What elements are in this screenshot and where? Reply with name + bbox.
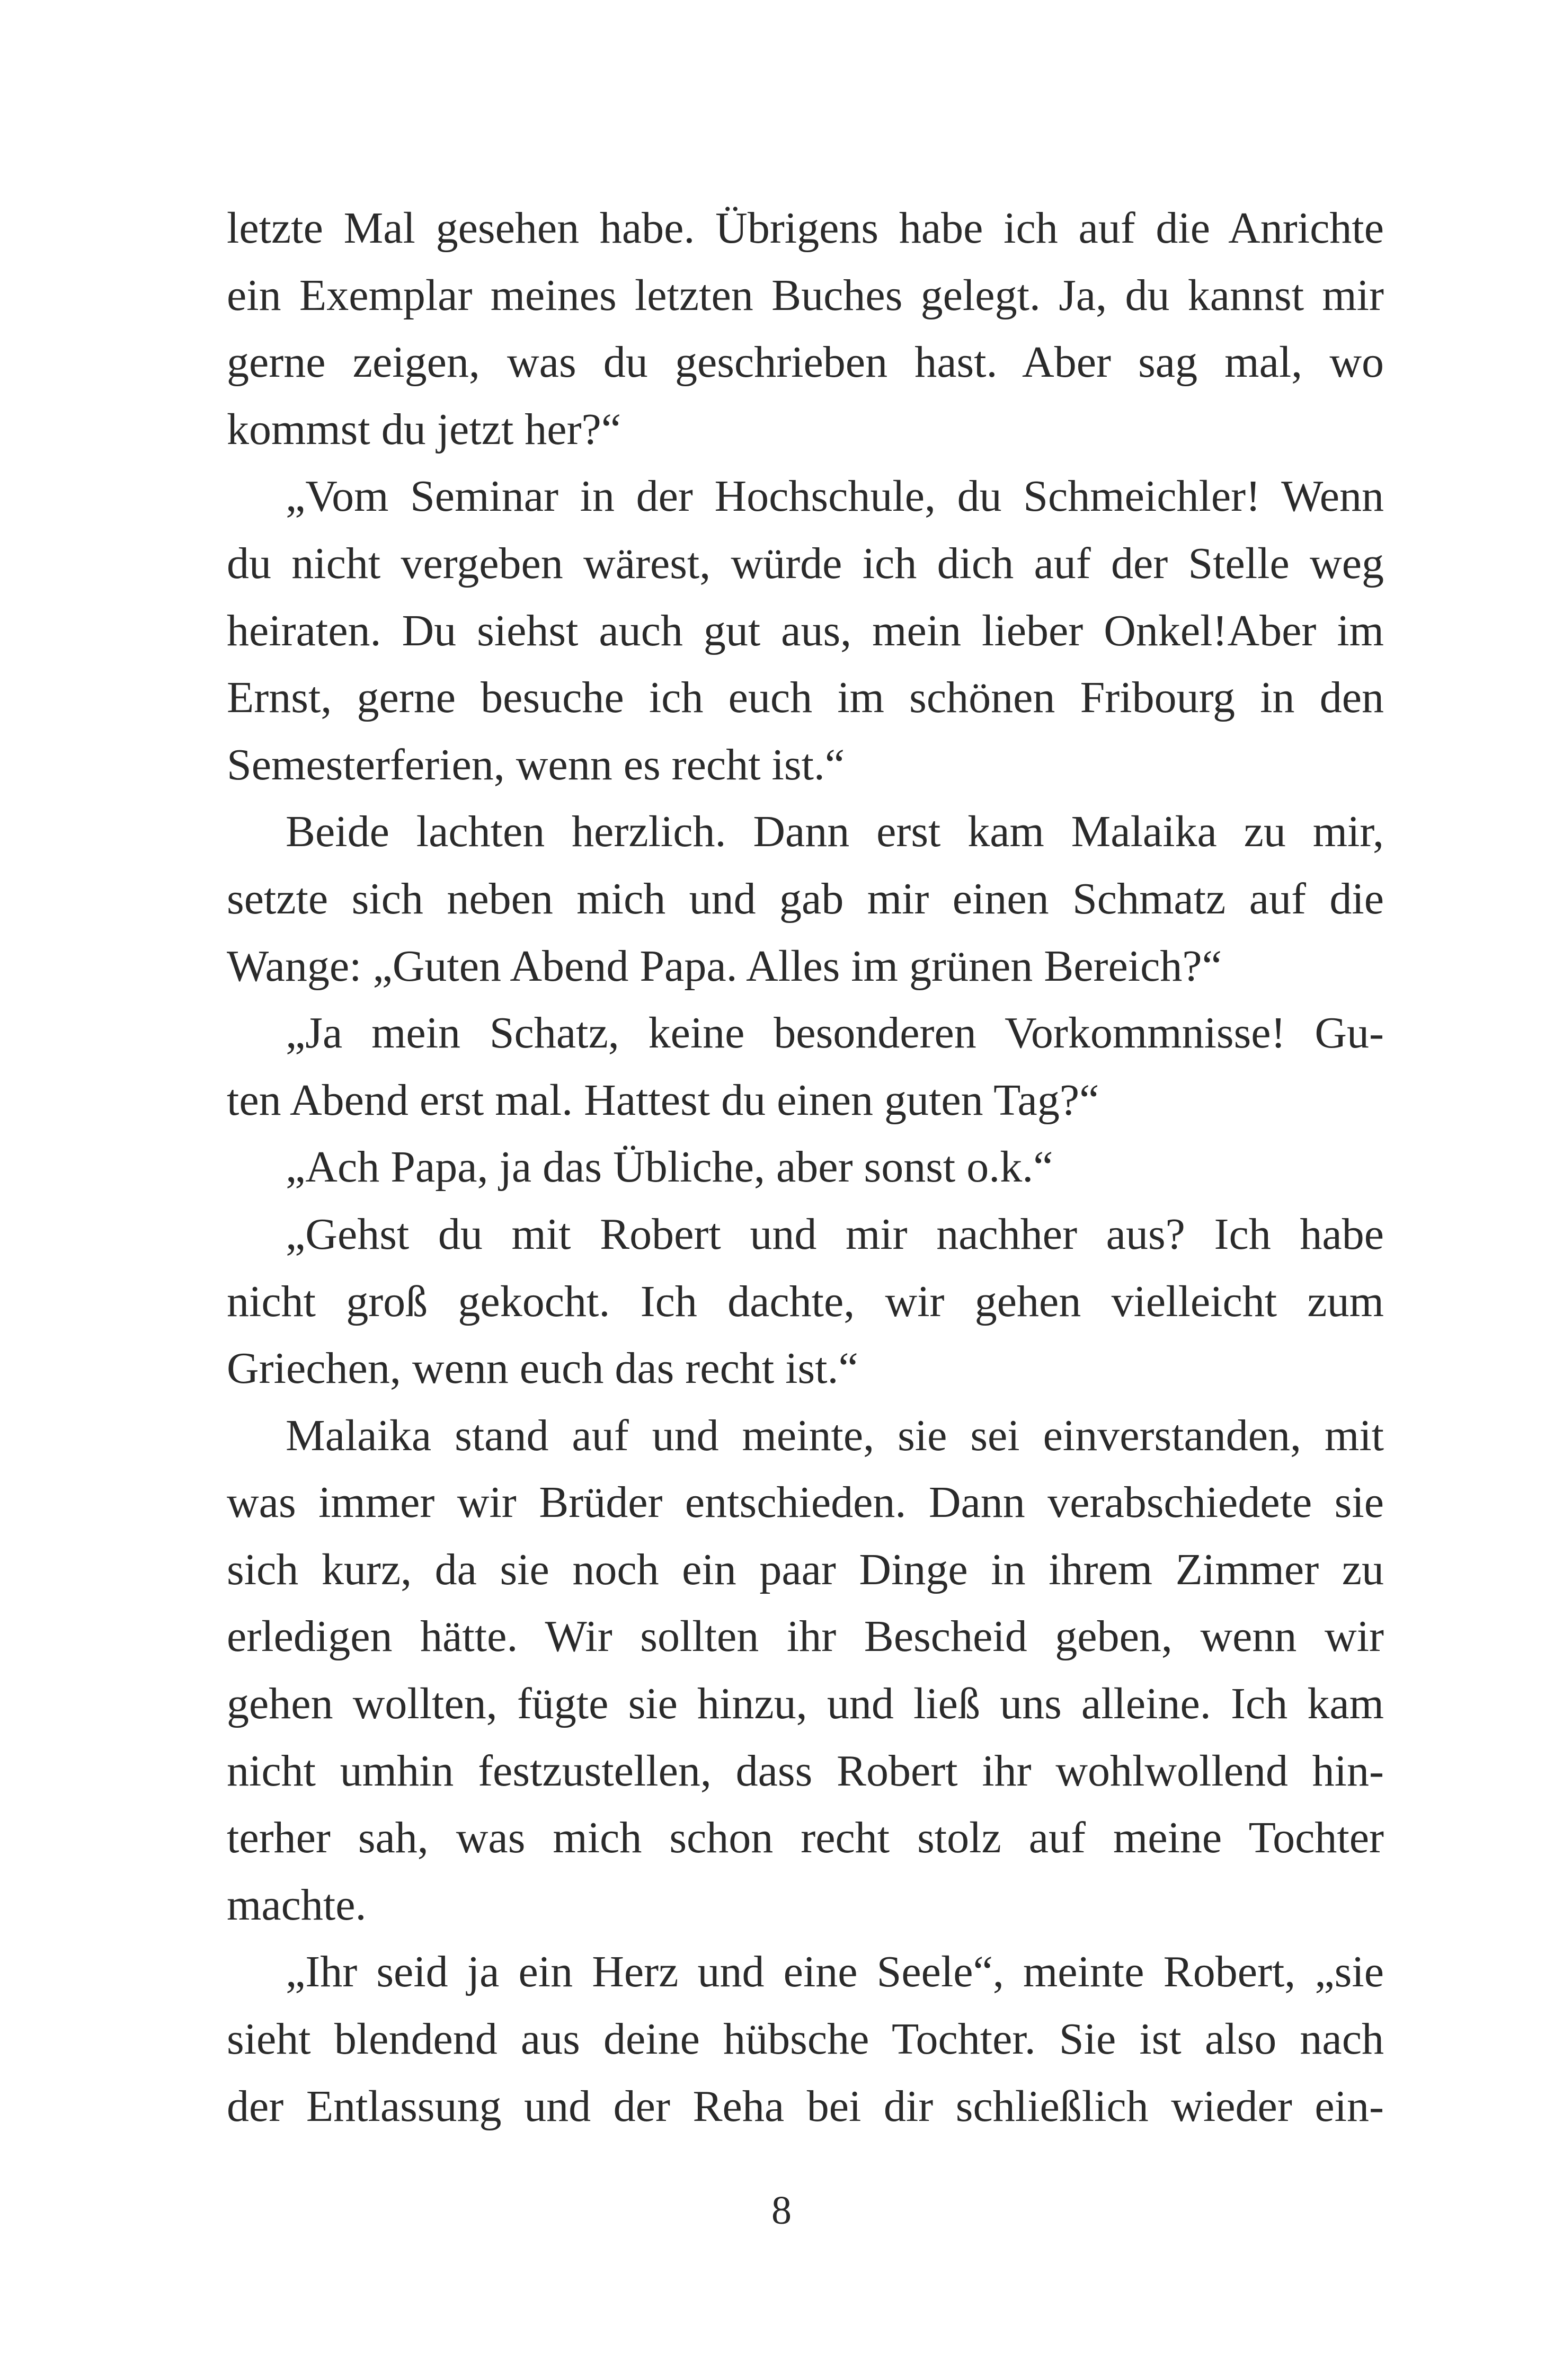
text-line: Semesterferien, wenn es recht ist.“	[227, 740, 845, 789]
text-line: setzte sich neben mich und gab mir einen Schmatz auf die	[227, 874, 1384, 923]
text-line: ein Exemplar meines letzten Buches gelegt. Ja, du kannst mir	[227, 270, 1384, 320]
text-line: erledigen hätte. Wir sollten ihr Bescheid geben, wenn wir	[227, 1612, 1384, 1662]
page-number: 8	[771, 2188, 792, 2233]
text-line: Wange: „Guten Abend Papa. Alles im grünen Bereich?“	[227, 941, 1222, 991]
text-line: machte.	[227, 1880, 367, 1930]
text-line: sieht blendend aus deine hübsche Tochter. Sie ist also nach	[227, 2014, 1384, 2064]
text-line: Beide lachten herzlich. Dann erst kam Malaika zu mir,	[286, 807, 1384, 857]
body-text	[227, 195, 1384, 2140]
text-line: was immer wir Brüder entschieden. Dann verabschiedete sie	[227, 1478, 1384, 1528]
text-line: kommst du jetzt her?“	[227, 404, 621, 454]
text-line: der Entlassung und der Reha bei dir schließlich wieder ein-	[227, 2081, 1384, 2131]
text-line: nicht groß gekocht. Ich dachte, wir gehen vielleicht zum	[227, 1276, 1384, 1326]
text-line: heiraten. Du siehst auch gut aus, mein lieber Onkel!Aber im	[227, 606, 1384, 655]
text-line: Griechen, wenn euch das recht ist.“	[227, 1344, 858, 1393]
paragraph	[227, 1939, 1384, 2140]
text-line: Ernst, gerne besuche ich euch im schönen Fribourg in den	[227, 673, 1384, 723]
paragraph	[227, 1402, 1384, 1939]
paragraph	[227, 195, 1384, 463]
text-line: „Ihr seid ja ein Herz und eine Seele“, meinte Robert, „sie	[286, 1947, 1384, 1997]
text-line: nicht umhin festzustellen, dass Robert ihr wohlwollend hin-	[227, 1746, 1384, 1796]
paragraph	[227, 798, 1384, 1000]
text-line: gerne zeigen, was du geschrieben hast. Aber sag mal, wo	[227, 338, 1384, 387]
text-line: sich kurz, da sie noch ein paar Dinge in ihrem Zimmer zu	[227, 1544, 1384, 1594]
paragraph	[227, 1134, 1384, 1201]
paragraph	[227, 1000, 1384, 1134]
text-line: du nicht vergeben wärest, würde ich dich auf der Stelle weg	[227, 538, 1384, 588]
paragraph	[227, 1201, 1384, 1402]
text-line: ten Abend erst mal. Hattest du einen guten Tag?“	[227, 1075, 1099, 1125]
text-line: „Vom Seminar in der Hochschule, du Schmeichler! Wenn	[286, 472, 1384, 521]
text-line: letzte Mal gesehen habe. Übrigens habe ich auf die Anrichte	[227, 203, 1384, 253]
text-line: Malaika stand auf und meinte, sie sei einverstanden, mit	[286, 1410, 1384, 1460]
text-line: „Ach Papa, ja das Übliche, aber sonst o.k.“	[286, 1142, 1053, 1192]
paragraph	[227, 463, 1384, 798]
text-line: gehen wollten, fügte sie hinzu, und ließ uns alleine. Ich kam	[227, 1679, 1384, 1729]
text-line: „Gehst du mit Robert und mir nachher aus? Ich habe	[286, 1209, 1384, 1259]
text-line: „Ja mein Schatz, keine besonderen Vorkommnisse! Gu-	[286, 1008, 1384, 1058]
text-line: terher sah, was mich schon recht stolz auf meine Tochter	[227, 1813, 1384, 1863]
